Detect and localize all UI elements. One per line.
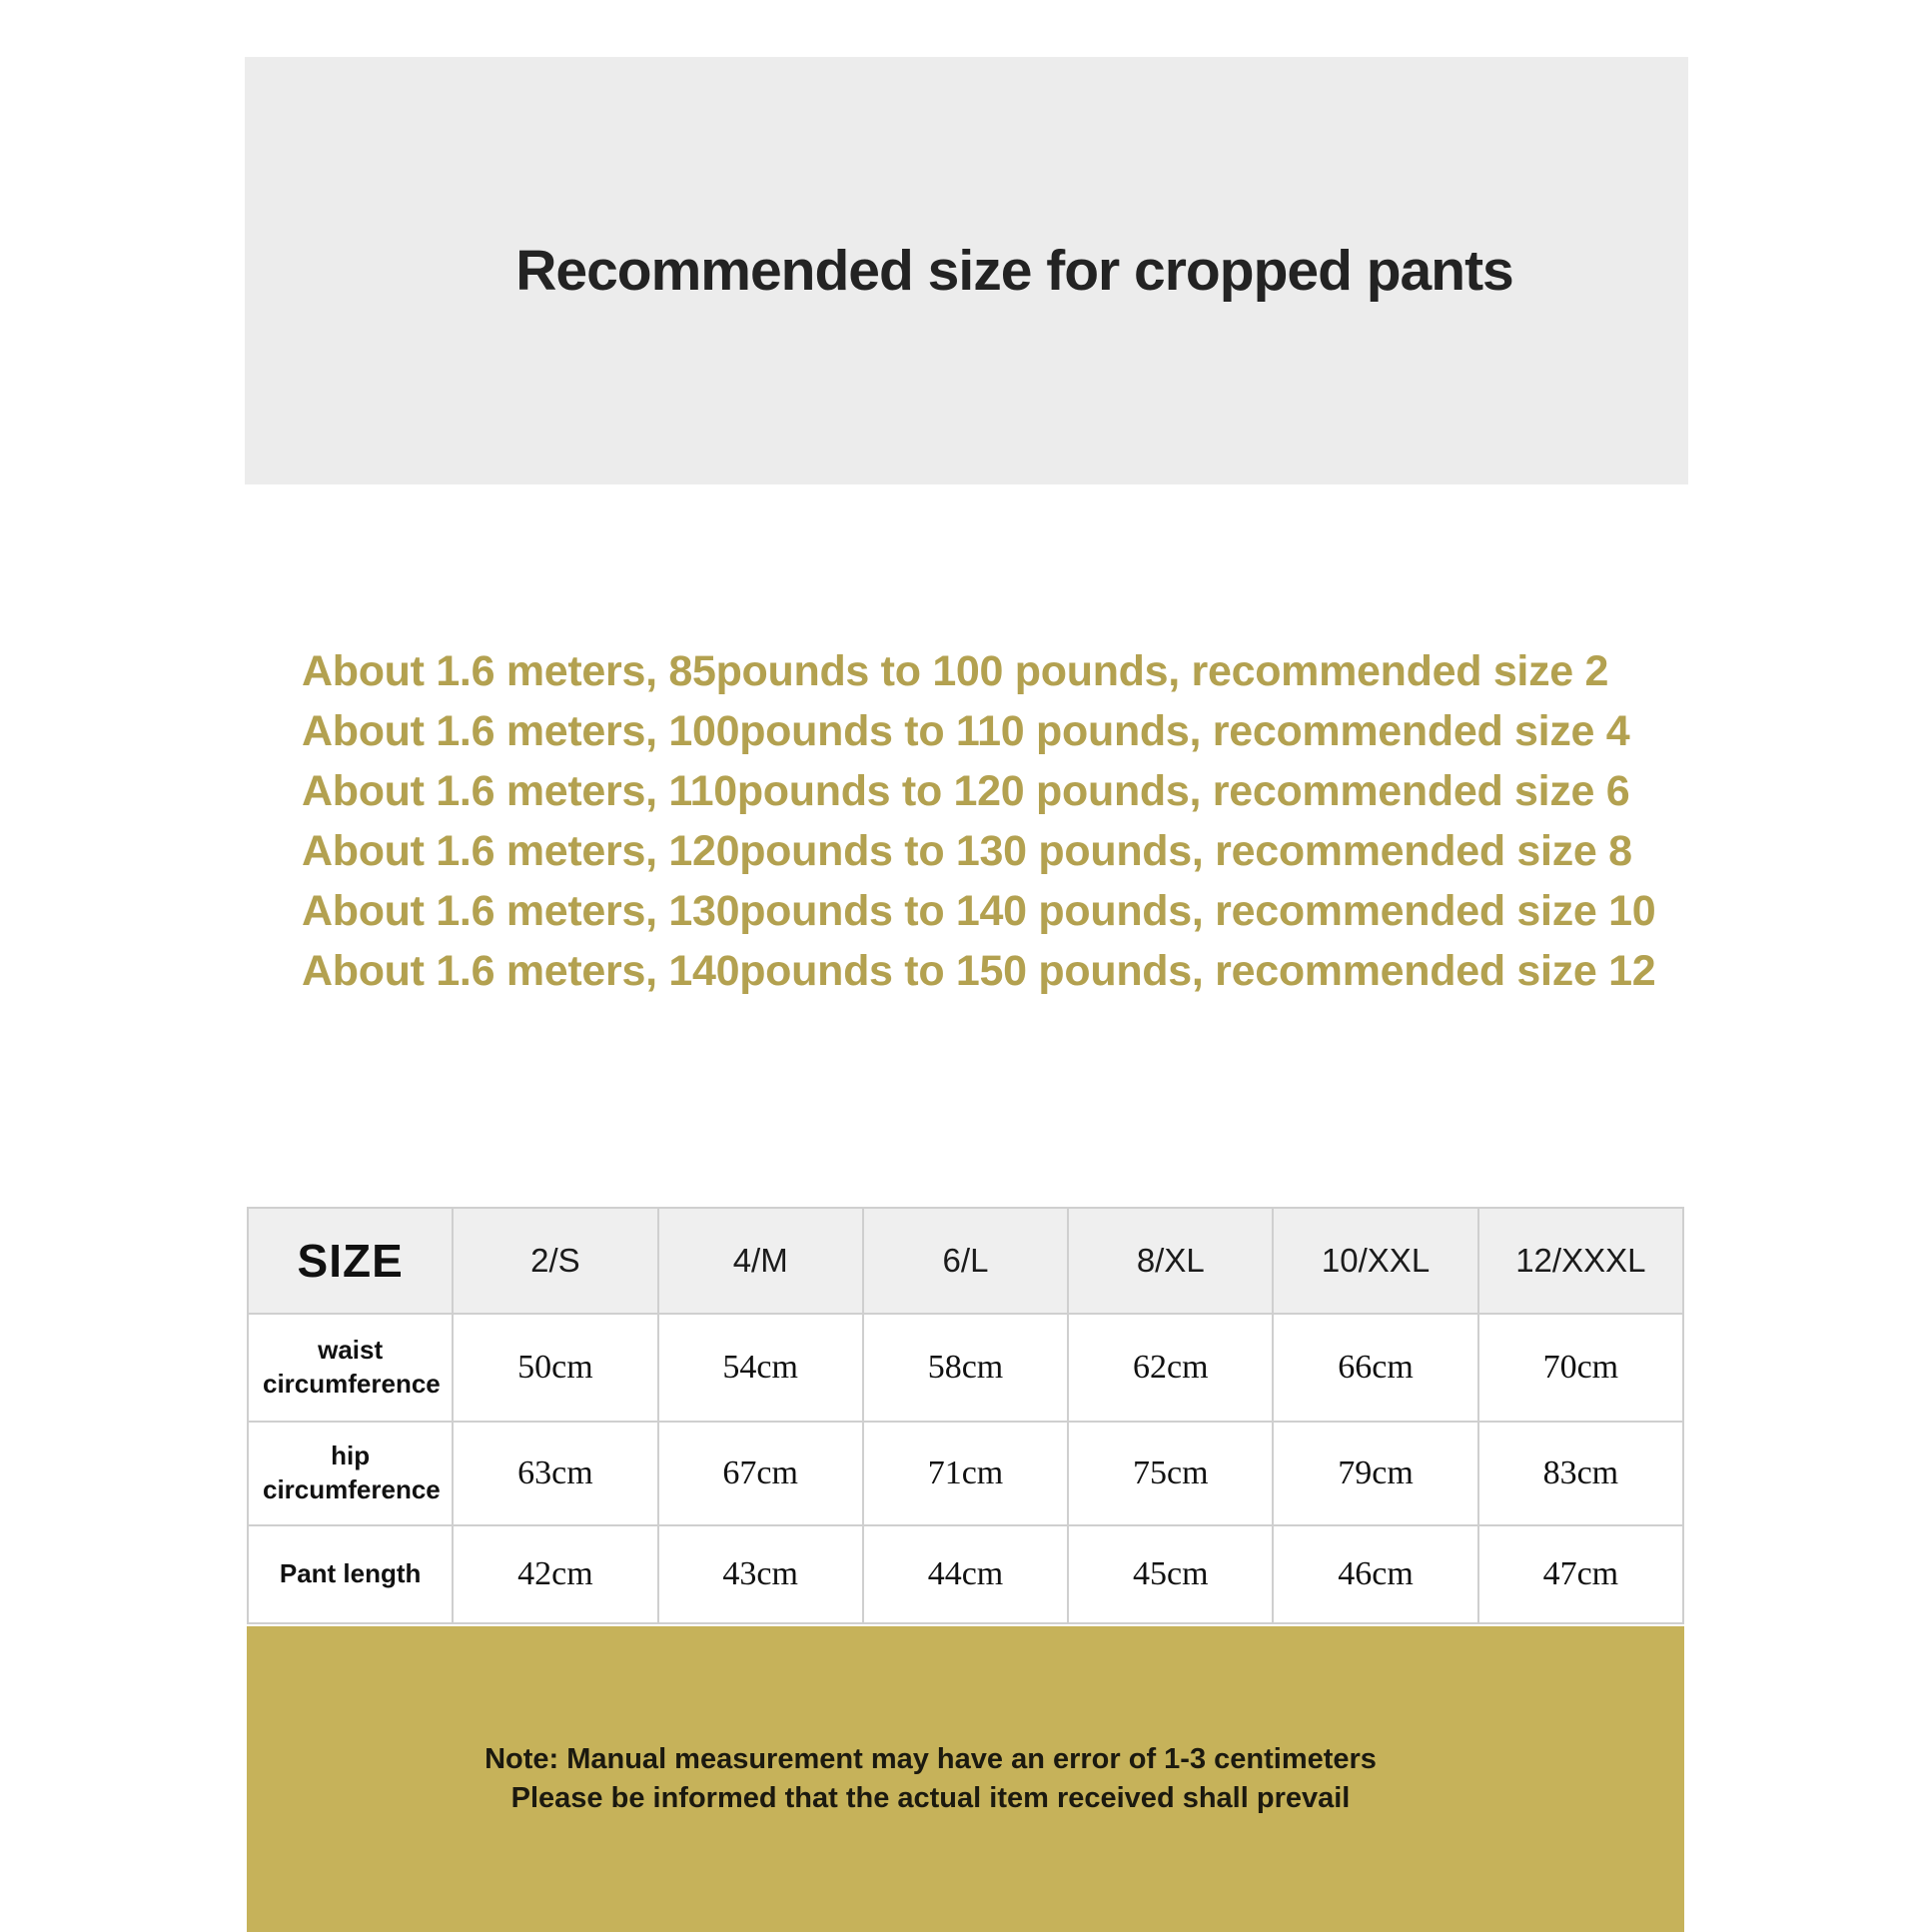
size-value-cell: 71cm	[863, 1422, 1068, 1525]
size-value-cell: 45cm	[1068, 1525, 1273, 1623]
size-value-cell: 70cm	[1478, 1314, 1683, 1422]
recommendation-line: About 1.6 meters, 140pounds to 150 pounds, recommended size 12	[302, 947, 1656, 995]
note-line-2: Please be informed that the actual item received shall prevail	[510, 1782, 1351, 1814]
size-value-cell: 43cm	[658, 1525, 863, 1623]
size-table	[247, 1207, 1684, 1624]
title-banner	[245, 57, 1688, 484]
size-value-cell: 50cm	[453, 1314, 657, 1422]
recommendation-line: About 1.6 meters, 120pounds to 130 pounds, recommended size 8	[302, 827, 1632, 875]
note-band	[247, 1626, 1684, 1932]
size-value-cell: 46cm	[1273, 1525, 1477, 1623]
column-header-10xxl: 10/XXL	[1273, 1208, 1477, 1314]
page-title: Recommended size for cropped pants	[515, 239, 1513, 303]
size-value-cell: 79cm	[1273, 1422, 1477, 1525]
recommendation-line: About 1.6 meters, 130pounds to 140 pounds, recommended size 10	[302, 887, 1656, 935]
size-value-cell: 67cm	[658, 1422, 863, 1525]
size-value-cell: 83cm	[1478, 1422, 1683, 1525]
row-label-pant-length: Pant length	[248, 1525, 453, 1623]
column-header-4m: 4/M	[658, 1208, 863, 1314]
row-label-waist: waist circumference	[248, 1314, 453, 1422]
column-header-12xxxl: 12/XXXL	[1478, 1208, 1683, 1314]
table-row-hip	[248, 1422, 1683, 1525]
table-row-pant-length	[248, 1525, 1683, 1623]
column-header-size: SIZE	[248, 1208, 453, 1314]
size-value-cell: 47cm	[1478, 1525, 1683, 1623]
recommendation-line: About 1.6 meters, 85pounds to 100 pounds, recommended size 2	[302, 647, 1609, 695]
column-header-2s: 2/S	[453, 1208, 657, 1314]
size-recommendations	[302, 641, 1655, 1001]
size-value-cell: 54cm	[658, 1314, 863, 1422]
size-value-cell: 44cm	[863, 1525, 1068, 1623]
column-header-8xl: 8/XL	[1068, 1208, 1273, 1314]
size-value-cell: 75cm	[1068, 1422, 1273, 1525]
size-value-cell: 62cm	[1068, 1314, 1273, 1422]
size-value-cell: 42cm	[453, 1525, 657, 1623]
table-header-row	[248, 1208, 1683, 1314]
size-value-cell: 63cm	[453, 1422, 657, 1525]
recommendation-line: About 1.6 meters, 100pounds to 110 pounds, recommended size 4	[302, 707, 1630, 755]
size-value-cell: 58cm	[863, 1314, 1068, 1422]
note-line-1: Note: Manual measurement may have an error of 1-3 centimeters	[484, 1743, 1377, 1775]
table-row-waist	[248, 1314, 1683, 1422]
column-header-6l: 6/L	[863, 1208, 1068, 1314]
row-label-hip: hip circumference	[248, 1422, 453, 1525]
size-value-cell: 66cm	[1273, 1314, 1477, 1422]
recommendation-line: About 1.6 meters, 110pounds to 120 pounds, recommended size 6	[302, 767, 1630, 815]
